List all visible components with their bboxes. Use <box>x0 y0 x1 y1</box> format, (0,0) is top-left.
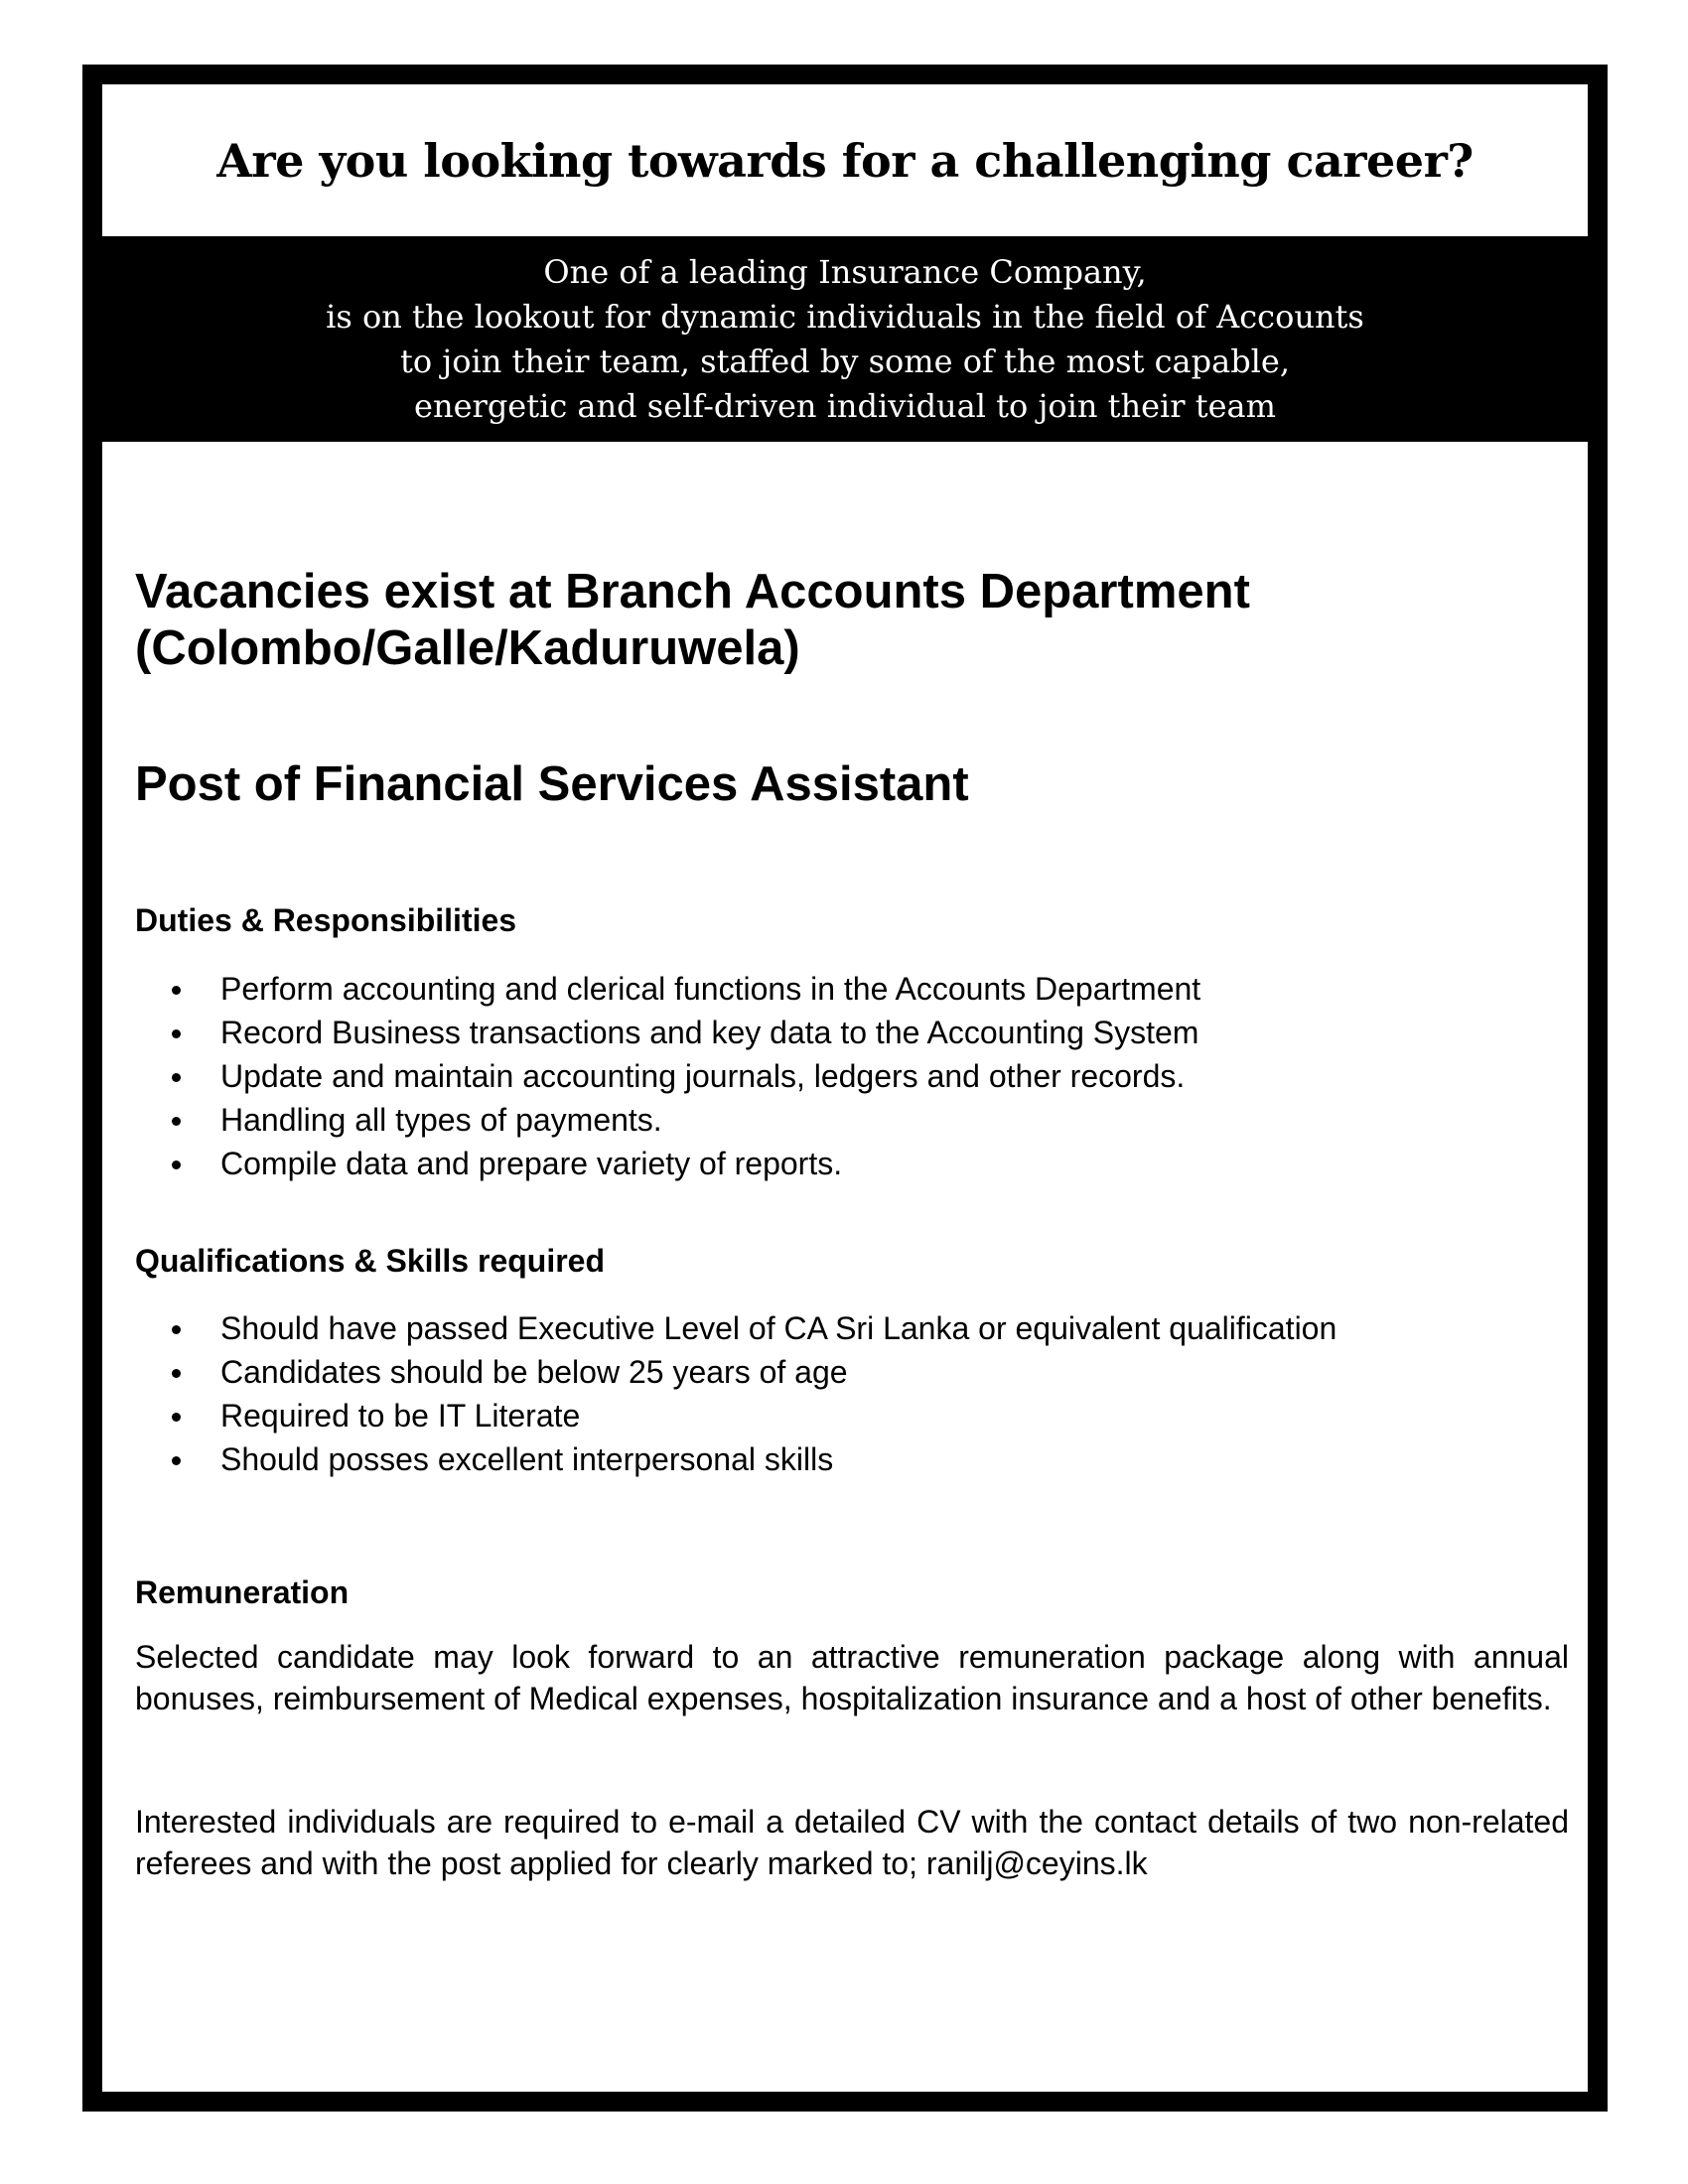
application-instructions <box>135 1801 1569 1884</box>
intro-line: is on the lookout for dynamic individuals in the field of Accounts <box>326 297 1364 336</box>
remuneration-text: Selected candidate may look forward to an attractive remuneration package along with annual bonuses, reimbursement of Medical expenses, hospitalization insurance and a host of other benefits. <box>135 1639 1569 1716</box>
contact-email: ranilj@ceyins.lk <box>925 1845 1148 1881</box>
application-text: Interested individuals are required to e-mail a detailed CV with the contact details of two non-related referees and with the post applied for clearly marked to; <box>135 1804 1569 1881</box>
advertisement-frame <box>82 65 1608 2112</box>
vacancy-locations: (Colombo/Galle/Kaduruwela) <box>135 621 800 675</box>
vacancy-title-line: Vacancies exist at Branch Accounts Department <box>135 565 1250 618</box>
bullet-icon <box>172 1117 181 1126</box>
bullet-icon <box>172 1369 181 1378</box>
duties-heading: Duties & Responsibilities <box>135 902 517 938</box>
intro-line: One of a leading Insurance Company, <box>543 252 1147 291</box>
duty-item: Perform accounting and clerical functions in the Accounts Department <box>135 967 1200 1011</box>
intro-line: to join their team, staffed by some of the most capable, <box>399 341 1291 380</box>
headline: Are you looking towards for a challenging career? <box>216 133 1474 188</box>
qualification-item: Should posses excellent interpersonal skills <box>135 1437 1336 1481</box>
bullet-icon <box>172 1073 181 1082</box>
intro-line: energetic and self-driven individual to join their team <box>414 386 1276 425</box>
qualifications-heading: Qualifications & Skills required <box>135 1243 606 1279</box>
bullet-icon <box>172 1456 181 1465</box>
bullet-icon <box>172 1160 181 1169</box>
post-title: Post of Financial Services Assistant <box>135 757 969 811</box>
duties-list <box>135 967 1200 1185</box>
qualifications-list <box>135 1306 1336 1481</box>
qualification-item: Should have passed Executive Level of CA Sri Lanka or equivalent qualification <box>135 1306 1336 1350</box>
duty-item: Record Business transactions and key data to the Accounting System <box>135 1011 1200 1054</box>
duty-item: Handling all types of payments. <box>135 1098 1200 1142</box>
remuneration-heading: Remuneration <box>135 1574 350 1610</box>
bullet-icon <box>172 986 181 995</box>
bullet-icon <box>172 1325 181 1334</box>
duty-item: Compile data and prepare variety of reports. <box>135 1142 1200 1185</box>
vacancy-title <box>135 564 1555 677</box>
qualification-item: Candidates should be below 25 years of age <box>135 1350 1336 1394</box>
bullet-icon <box>172 1029 181 1038</box>
bullet-icon <box>172 1413 181 1422</box>
duty-item: Update and maintain accounting journals, ledgers and other records. <box>135 1054 1200 1098</box>
intro-banner <box>102 236 1588 442</box>
qualification-item: Required to be IT Literate <box>135 1394 1336 1437</box>
advertisement-body <box>102 84 1588 2092</box>
